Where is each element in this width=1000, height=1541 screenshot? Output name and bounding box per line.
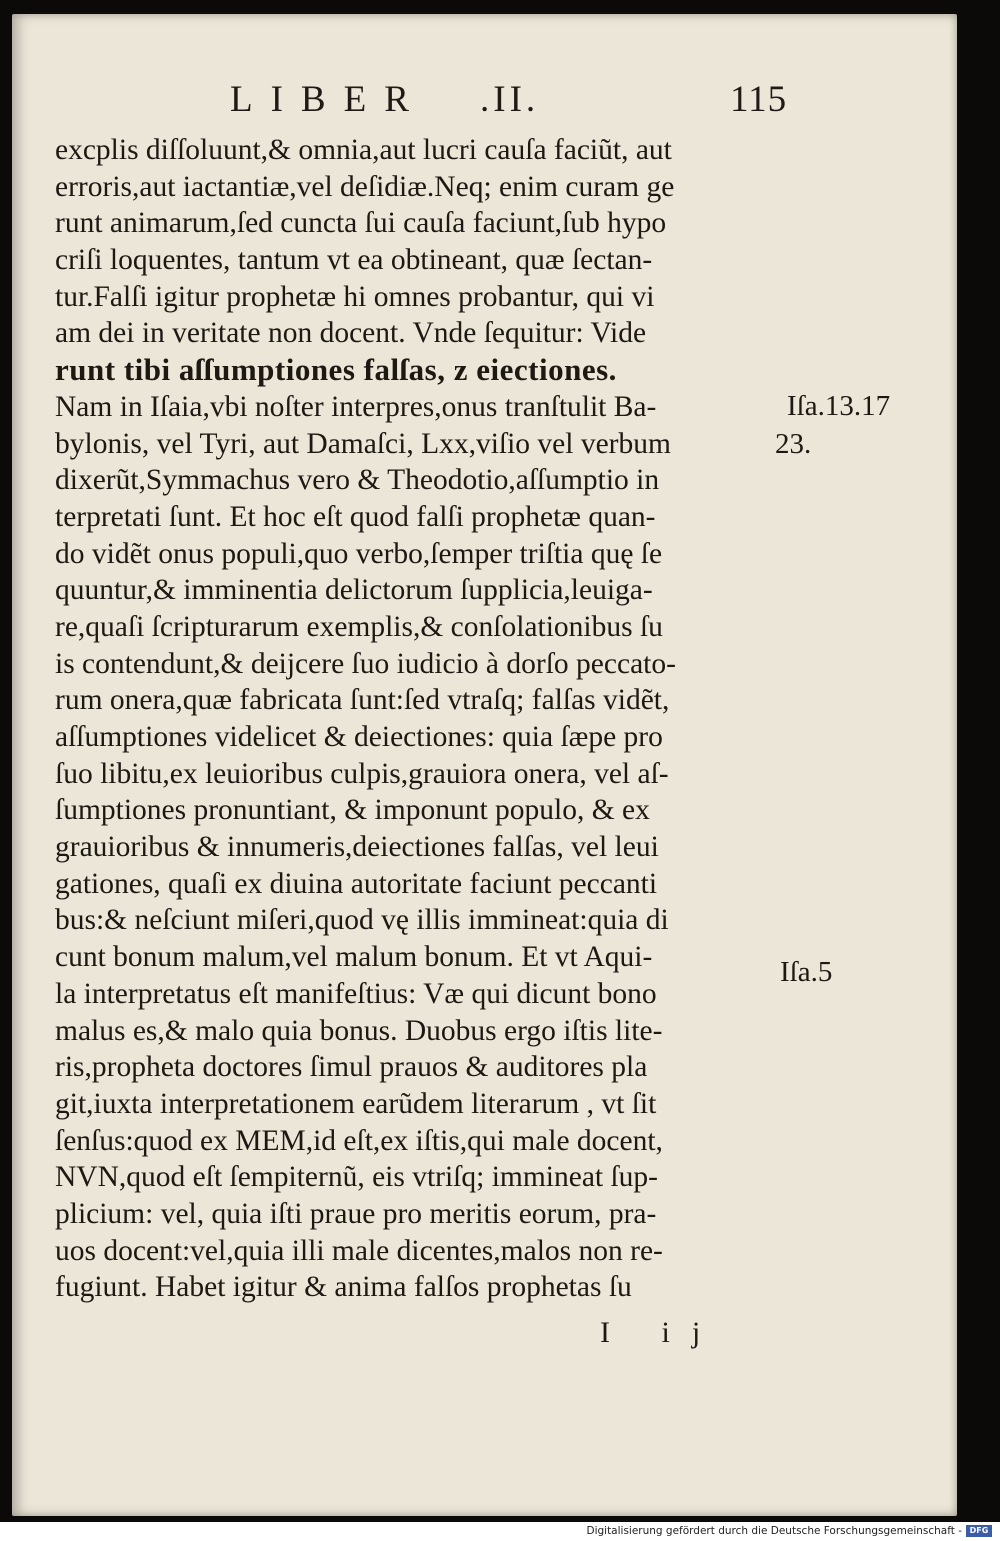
text-line: runt animarum,ſed cuncta ſui cauſa faciunt,ſub hypo [55, 207, 667, 240]
funding-credit: Digitalisierung gefördert durch die Deutsche Forschungsgemeinschaft - [586, 1525, 962, 1537]
text-line: quuntur,& imminentia delictorum ſupplicia,leuiga- [55, 574, 653, 607]
margin-note-23: 23. [775, 428, 812, 460]
text-line: grauioribus & innumeris,deiectiones falſas, vel leui [55, 831, 659, 864]
text-line: excplis diſſoluunt,& omnia,aut lucri cauſa faciũt, aut [55, 134, 672, 166]
text-line: am dei in veritate non docent. Vnde ſequitur: Vide [55, 317, 647, 350]
margin-note-isaiah-5: Iſa.5 [780, 956, 833, 988]
text-line: fugiunt. Habet igitur & anima falſos prophetas ſu [55, 1271, 632, 1304]
text-line: criſi loquentes, tantum vt ea obtineant, quæ ſectan- [55, 244, 653, 277]
text-line: cunt bonum malum,vel malum bonum. Et vt Aqui- [55, 941, 653, 974]
text-line: terpretati ſunt. Et hoc eſt quod falſi prophetæ quan- [55, 500, 656, 533]
text-line: la interpretatus eſt manifeſtius: Væ qui dicunt bono [55, 977, 657, 1010]
text-line: NVN,quod eſt ſempiternũ, eis vtriſq; immineat ſup- [55, 1161, 659, 1194]
text-line: is contendunt,& deijcere ſuo iudicio à dorſo peccato- [55, 647, 676, 680]
text-line: dixerũt,Symmachus vero & Theodotio,aſſumptio in [55, 464, 660, 497]
text-line: ſumptiones pronuntiant, & imponunt populo, & ex [55, 794, 650, 827]
text-line: do vidẽt onus populi,quo verbo,ſemper triſtia quę ſe [55, 537, 663, 570]
signature-mark: I ij [600, 1316, 723, 1349]
page-header [12, 74, 957, 130]
text-line: rum onera,quæ fabricata ſunt:ſed vtraſq; falſas vidẽt, [55, 684, 670, 717]
text-line: bylonis, vel Tyri, aut Damaſci, Lxx,viſio vel verbum [55, 427, 671, 460]
dfg-logo-icon: DFG [966, 1525, 992, 1537]
text-line: plicium: vel, quia iſti praue pro meritis eorum, pra- [55, 1197, 657, 1230]
folio-number: 115 [730, 79, 788, 120]
margin-note-isaiah-13-17: Iſa.13.17 [787, 390, 891, 422]
text-line-blackletter: runt tibi aſſumptiones falſas, z eiectiones. [55, 352, 617, 388]
text-line: erroris,aut iactantiæ,vel deſidiæ.Neq; enim curam ge [55, 170, 675, 203]
text-line: uos docent:vel,quia illi male dicentes,malos non re- [55, 1234, 663, 1267]
running-head: LIBER [230, 79, 427, 120]
text-line: ris,propheta doctores ſimul prauos & auditores pla [55, 1051, 648, 1084]
text-line: gationes, quaſi ex diuina autoritate faciunt peccanti [55, 867, 658, 900]
body-text [55, 132, 790, 1306]
text-line: re,quaſi ſcripturarum exemplis,& conſolationibus ſu [55, 610, 663, 643]
digitization-footer [0, 1522, 1000, 1541]
text-line: malus es,& malo quia bonus. Duobus ergo iſtis lite- [55, 1014, 663, 1047]
text-line: ſenſus:quod ex MEM,id eſt,ex iſtis,qui male docent, [55, 1124, 663, 1157]
text-line: git,iuxta interpretationem earũdem literarum , vt ſit [55, 1087, 657, 1120]
text-line: ſuo libitu,ex leuioribus culpis,grauiora onera, vel aſ- [55, 757, 669, 790]
text-line: Nam in Iſaia,vbi noſter interpres,onus tranſtulit Ba- [55, 390, 657, 423]
text-line: aſſumptiones videlicet & deiectiones: quia ſæpe pro [55, 721, 663, 753]
text-line: tur.Falſi igitur prophetæ hi omnes probantur, qui vi [55, 280, 655, 313]
book-number: .II. [480, 79, 540, 120]
text-line: bus:& neſciunt miſeri,quod vę illis immineat:quia di [55, 904, 669, 937]
book-page [12, 14, 957, 1516]
